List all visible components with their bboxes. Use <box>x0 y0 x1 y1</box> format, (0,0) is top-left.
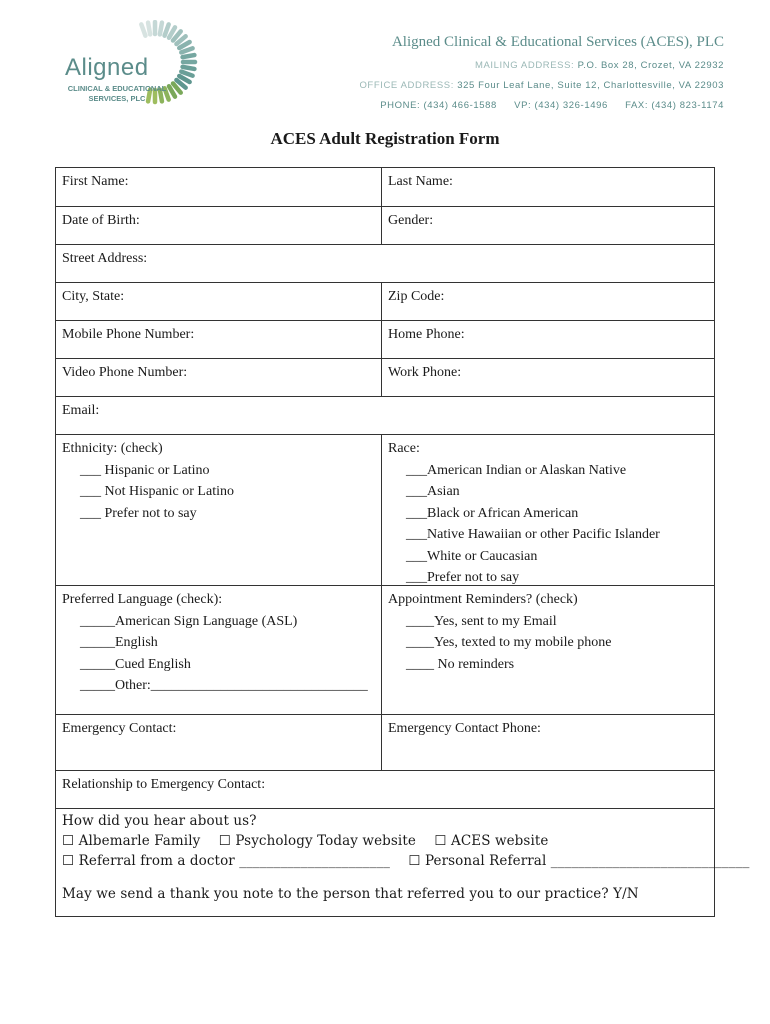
referral-option-psychology-today[interactable]: ☐ Psychology Today website <box>218 833 416 849</box>
reminder-option-email[interactable]: ____Yes, sent to my Email <box>406 613 557 629</box>
referral-option-albemarle[interactable]: ☐ Albemarle Family <box>62 833 201 849</box>
zip-code-field[interactable] <box>382 283 714 320</box>
logo-arc-segment <box>148 23 150 35</box>
race-option-prefer-not[interactable]: ___Prefer not to say <box>406 570 520 585</box>
logo-arc-segment <box>183 55 195 57</box>
ethnicity-option-hispanic[interactable]: ___ Hispanic or Latino <box>80 462 210 478</box>
logo-arc-segment <box>165 24 169 35</box>
race-label: Race: <box>388 441 420 456</box>
race-option-asian[interactable]: ___Asian <box>406 484 460 499</box>
ethnicity-option-prefer-not[interactable]: ___ Prefer not to say <box>80 505 197 521</box>
reminders-section <box>382 586 714 714</box>
video-phone-field[interactable] <box>56 359 382 396</box>
street-address-label: Street Address: <box>62 251 148 266</box>
video-phone-label: Video Phone Number: <box>62 365 188 380</box>
reminders-label: Appointment Reminders? (check) <box>388 592 578 607</box>
last-name-field[interactable] <box>382 168 714 206</box>
race-section <box>382 435 714 585</box>
race-option-pacific-islander[interactable]: ___Native Hawaiian or other Pacific Islander <box>406 527 660 542</box>
logo-arc-segment <box>183 67 195 69</box>
emergency-contact-label: Emergency Contact: <box>62 721 177 736</box>
mobile-phone-field[interactable] <box>56 321 382 358</box>
email-label: Email: <box>62 403 100 418</box>
logo-name: Aligned <box>65 54 149 81</box>
referral-options-row1 <box>62 831 708 851</box>
gender-field[interactable] <box>382 207 714 244</box>
language-option-english[interactable]: _____English <box>80 635 158 650</box>
emergency-contact-field[interactable] <box>56 715 382 770</box>
form-title: ACES Adult Registration Form <box>270 129 500 148</box>
row-language-reminders <box>56 585 714 714</box>
office-address <box>359 80 724 91</box>
registration-form <box>55 167 750 917</box>
row-mobile-home <box>56 320 714 358</box>
language-option-asl[interactable]: _____American Sign Language (ASL) <box>80 613 298 629</box>
row-video-work <box>56 358 714 396</box>
thank-you-question[interactable]: May we send a thank you note to the person that referred you to our practice? Y/N <box>62 886 639 902</box>
row-email <box>56 396 714 434</box>
referral-option-aces-website[interactable]: ☐ ACES website <box>434 833 549 849</box>
city-state-field[interactable] <box>56 283 382 320</box>
logo-subtitle <box>57 84 177 104</box>
logo-subtitle-line1: CLINICAL & EDUCATIONAL <box>67 84 167 93</box>
row-emergency <box>56 714 714 770</box>
row-dob-gender <box>56 206 714 244</box>
row-ethnicity-race <box>56 434 714 585</box>
street-address-field[interactable] <box>56 245 714 282</box>
mailing-address-value: P.O. Box 28, Crozet, VA 22932 <box>577 60 724 71</box>
email-field[interactable] <box>56 397 714 434</box>
office-address-label: OFFICE ADDRESS: <box>359 80 454 91</box>
ethnicity-label: Ethnicity: (check) <box>62 441 163 456</box>
fax-number: FAX: (434) 823-1174 <box>625 100 724 111</box>
city-state-label: City, State: <box>62 289 125 304</box>
ethnicity-section <box>56 435 382 585</box>
contact-numbers <box>359 100 724 111</box>
phone-number: PHONE: (434) 466-1588 <box>380 100 497 111</box>
logo-arc-segment <box>141 24 145 35</box>
logo-arc-segment <box>160 23 162 35</box>
relationship-label: Relationship to Emergency Contact: <box>62 777 266 792</box>
row-name <box>56 168 714 206</box>
home-phone-field[interactable] <box>382 321 714 358</box>
zip-code-label: Zip Code: <box>388 289 445 304</box>
race-option-white[interactable]: ___White or Caucasian <box>406 548 538 564</box>
row-referral <box>56 808 750 916</box>
referral-question: How did you hear about us? <box>62 813 257 829</box>
row-city-zip <box>56 282 714 320</box>
referral-options-row2 <box>62 851 750 871</box>
mailing-address <box>359 60 724 71</box>
language-option-cued-english[interactable]: _____Cued English <box>80 656 191 672</box>
race-option-black[interactable]: ___Black or African American <box>406 505 579 521</box>
relationship-field[interactable] <box>56 771 714 808</box>
first-name-field[interactable] <box>56 168 382 206</box>
last-name-label: Last Name: <box>388 174 453 189</box>
logo-arc-segment <box>181 48 192 52</box>
language-option-other[interactable]: _____Other:_______________________________ <box>80 678 368 693</box>
referral-option-personal[interactable]: ☐ Personal Referral _____________________________ <box>408 853 750 869</box>
gender-label: Gender: <box>388 213 434 228</box>
logo-arc-segment <box>181 72 192 76</box>
vp-number: VP: (434) 326-1496 <box>514 100 608 111</box>
org-title: Aligned Clinical & Educational Services (ACES), PLC <box>391 34 724 50</box>
organization-header <box>359 34 724 120</box>
dob-field[interactable] <box>56 207 382 244</box>
mobile-phone-label: Mobile Phone Number: <box>62 327 195 342</box>
language-label: Preferred Language (check): <box>62 592 223 607</box>
emergency-phone-label: Emergency Contact Phone: <box>388 721 541 736</box>
aces-logo <box>55 20 205 110</box>
row-relationship <box>56 770 714 808</box>
work-phone-label: Work Phone: <box>388 365 462 380</box>
reminder-option-text[interactable]: ____Yes, texted to my mobile phone <box>406 635 612 650</box>
race-option-american-indian[interactable]: ___American Indian or Alaskan Native <box>406 462 627 478</box>
referral-section <box>56 809 750 916</box>
first-name-label: First Name: <box>62 174 129 189</box>
reminder-option-none[interactable]: ____ No reminders <box>406 656 515 672</box>
emergency-phone-field[interactable] <box>382 715 714 770</box>
referral-option-doctor[interactable]: ☐ Referral from a doctor ______________________ <box>62 853 390 869</box>
ethnicity-option-not-hispanic[interactable]: ___ Not Hispanic or Latino <box>80 484 234 499</box>
dob-label: Date of Birth: <box>62 213 140 228</box>
mailing-address-label: MAILING ADDRESS: <box>474 60 575 71</box>
office-address-value: 325 Four Leaf Lane, Suite 12, Charlottesville, VA 22903 <box>457 80 724 91</box>
work-phone-field[interactable] <box>382 359 714 396</box>
logo-subtitle-line2: SERVICES, PLC <box>88 94 146 103</box>
home-phone-label: Home Phone: <box>388 327 465 342</box>
language-section <box>56 586 382 714</box>
row-street <box>56 244 714 282</box>
